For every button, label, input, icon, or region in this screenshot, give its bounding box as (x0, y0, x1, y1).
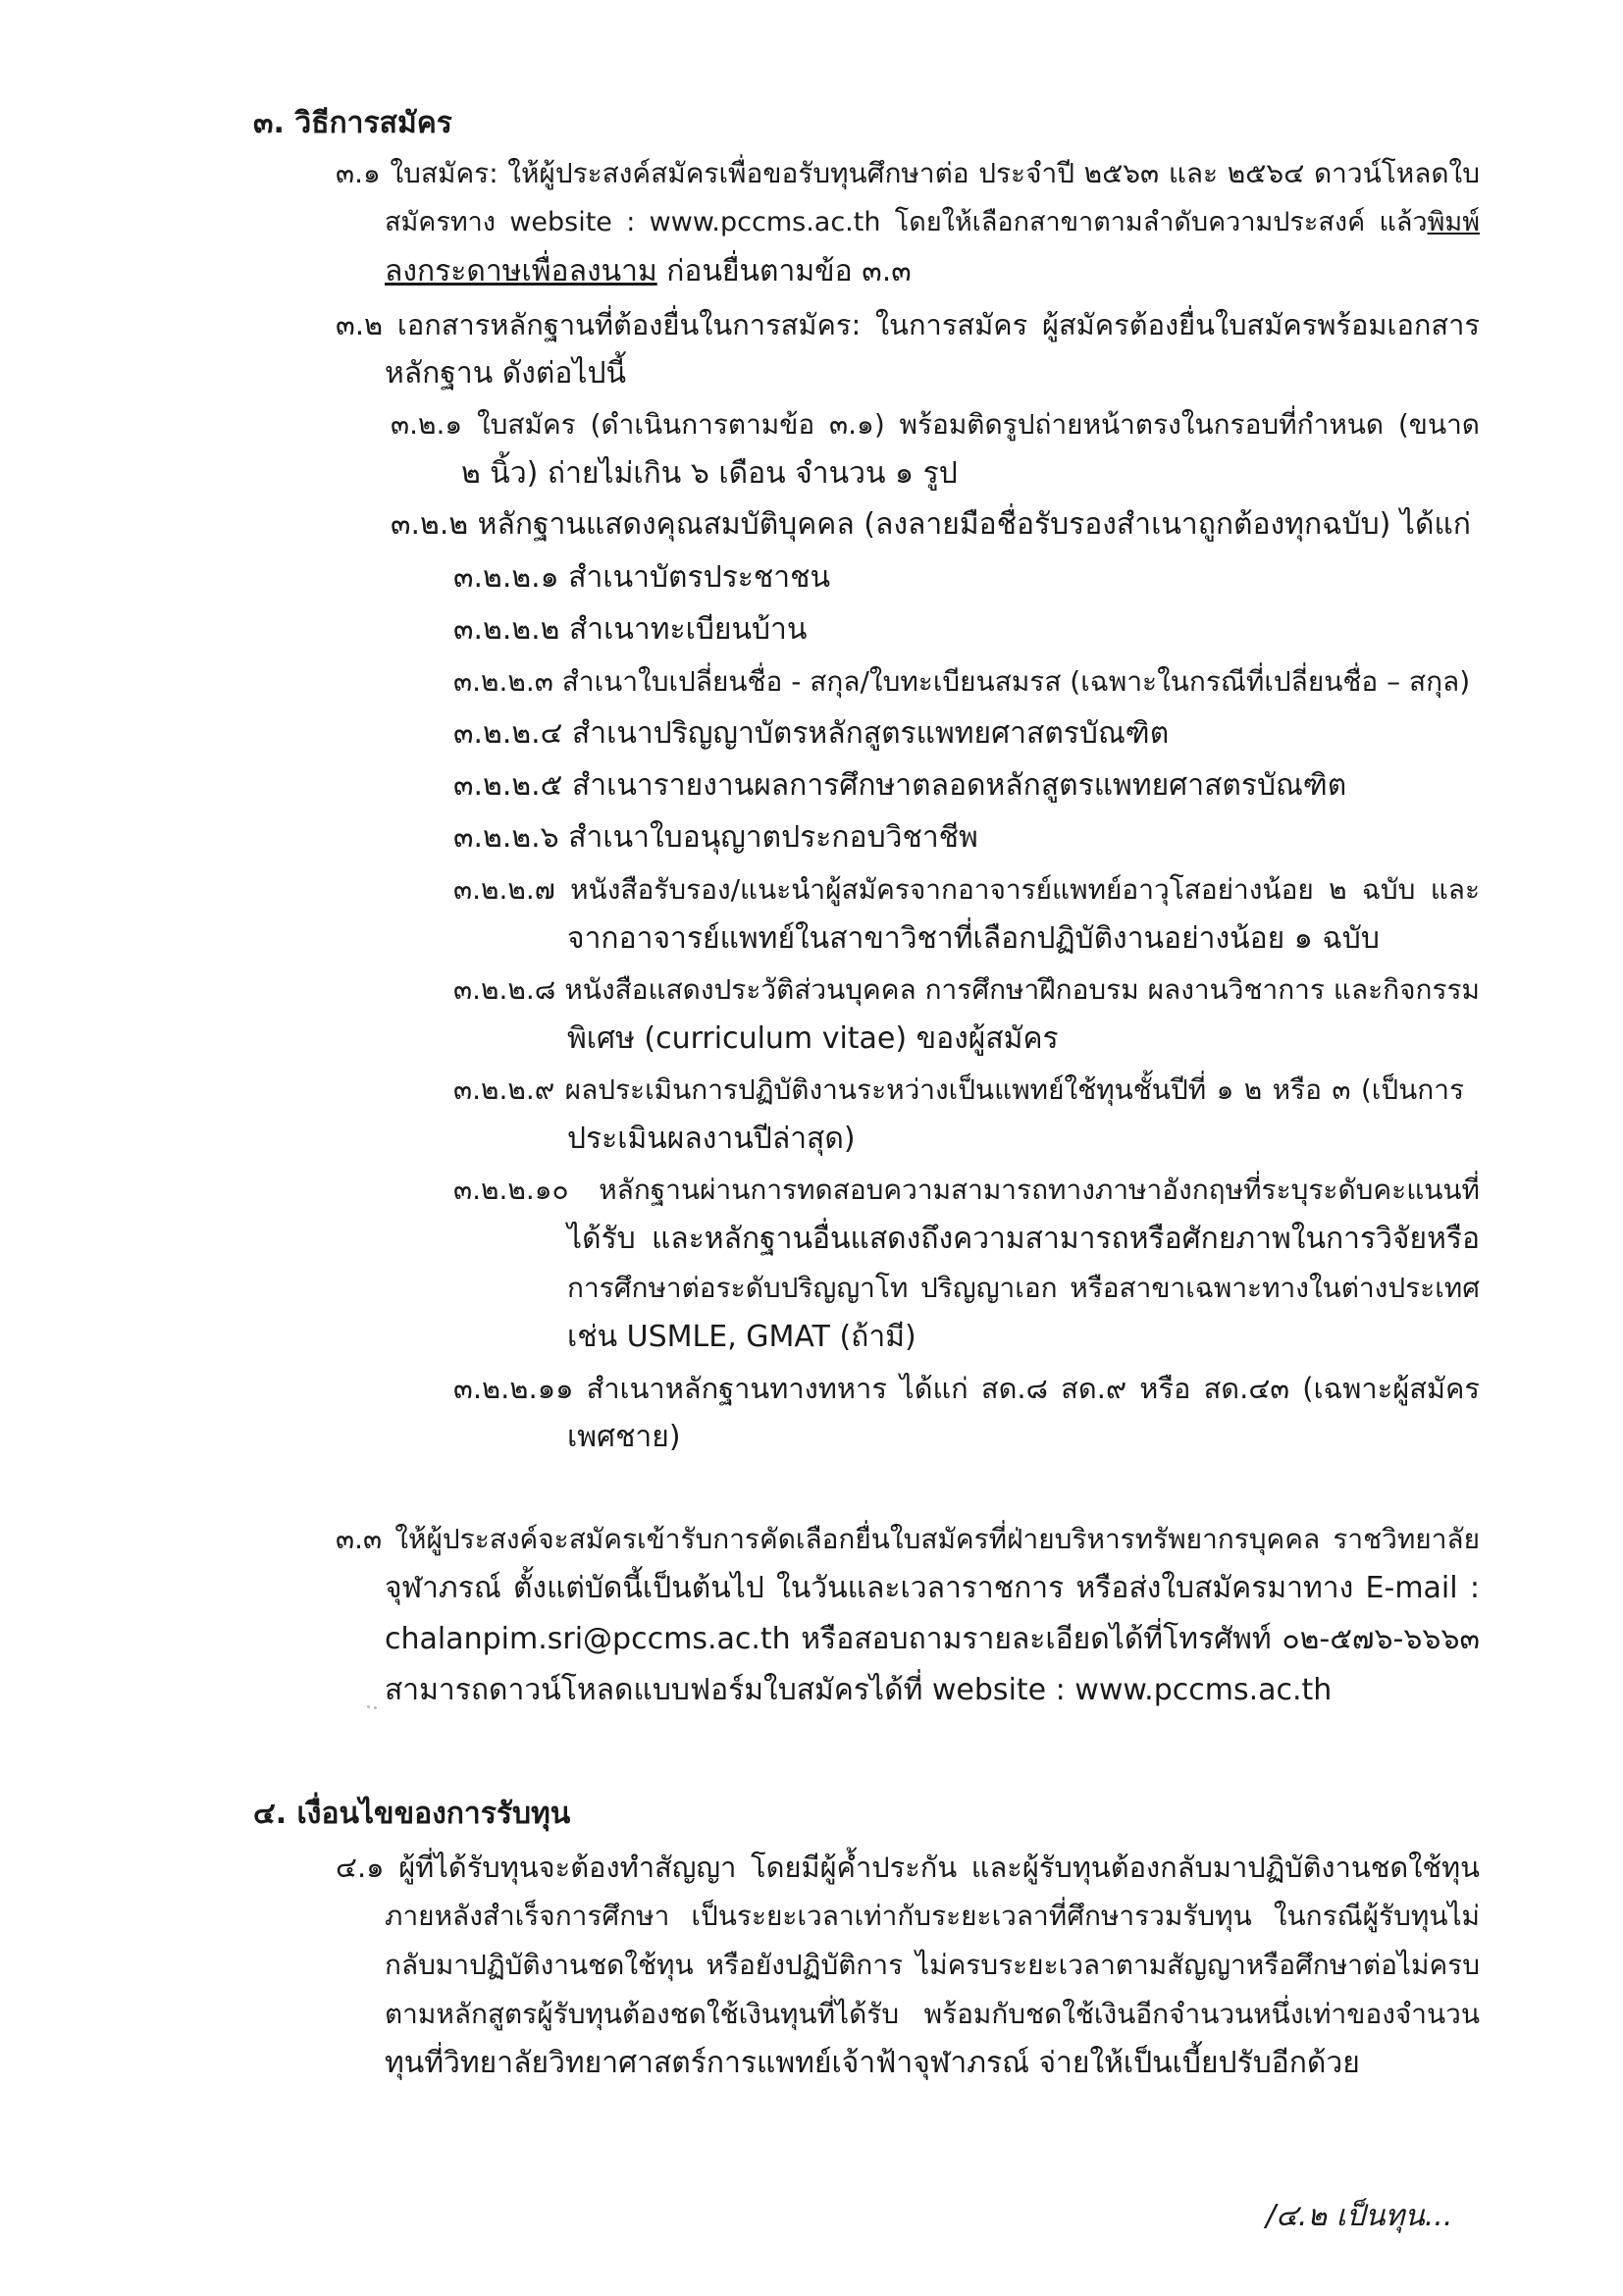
item-4-1-line-1: ๔.๑ ผู้ที่ได้รับทุนจะต้องทำสัญญา โดยมีผู้ค้ำประกัน และผู้รับทุนต้องกลับมาปฏิบัติงานชดใช้ทุน (336, 1851, 1480, 1884)
item-3-2-1-line-1: ๓.๒.๑ ใบสมัคร (ดำเนินการตามข้อ ๓.๑) พร้อมติดรูปถ่ายหน้าตรงในกรอบที่กำหนด (ขนาด (391, 408, 1480, 441)
item-3-3-line-1: ๓.๓ ให้ผู้ประสงค์จะสมัครเข้ารับการคัดเลือกยื่นใบสมัครที่ฝ่ายบริหารทรัพยากรบุคคล ราชวิทยาลัย (336, 1523, 1480, 1555)
item-3-2-2-2: ๓.๒.๒.๒ สำเนาทะเบียนบ้าน (453, 612, 808, 647)
item-3-2-2-6: ๓.๒.๒.๖ สำเนาใบอนุญาตประกอบวิชาชีพ (453, 820, 978, 855)
item-3-2-2-10-line-2: ได้รับ และหลักฐานอื่นแสดงถึงความสามารถหรือศักยภาพในการวิจัยหรือ (567, 1222, 1480, 1256)
item-4-1-line-5: ทุนที่วิทยาลัยวิทยาศาสตร์การแพทย์เจ้าฟ้าจุฬาภรณ์ จ่ายให้เป็นเบี้ยปรับอีกด้วย (385, 2046, 1360, 2080)
item-3-2-2-5: ๓.๒.๒.๕ สำเนารายงานผลการศึกษาตลอดหลักสูตรแพทยศาสตรบัณฑิต (453, 768, 1347, 803)
item-3-2-2-10-line-3: การศึกษาต่อระดับปริญญาโท ปริญญาเอก หรือสาขาเฉพาะทางในต่างประเทศ (567, 1272, 1480, 1304)
item-3-2-2-8-line-1: ๓.๒.๒.๘ หนังสือแสดงประวัติส่วนบุคคล การศึกษาฝึกอบรม ผลงานวิชาการ และกิจกรรม (453, 973, 1480, 1006)
item-3-2-2-7-line-2: จากอาจารย์แพทย์ในสาขาวิชาที่เลือกปฏิบัติงานอย่างน้อย ๑ ฉบับ (567, 921, 1380, 956)
item-3-2-line-2: หลักฐาน ดังต่อไปนี้ (385, 356, 627, 391)
item-3-3-line-4: สามารถดาวน์โหลดแบบฟอร์มใบสมัครได้ที่ website : www.pccms.ac.th (385, 1673, 1333, 1707)
section-4-heading: ๔. เงื่อนไขของการรับทุน (253, 1797, 571, 1831)
item-3-2-2-11-line-1: ๓.๒.๒.๑๑ สำเนาหลักฐานทางทหาร ได้แก่ สด.๘ สด.๙ หรือ สด.๔๓ (เฉพาะผู้สมัคร (453, 1372, 1480, 1405)
item-3-1-line-2-text: สมัครทาง website : www.pccms.ac.th โดยให้เลือกสาขาตามลำดับความประสงค์ แล้ว (385, 207, 1428, 237)
item-3-2-line-1: ๓.๒ เอกสารหลักฐานที่ต้องยื่นในการสมัคร: ในการสมัคร ผู้สมัครต้องยื่นใบสมัครพร้อมเอกสาร (336, 308, 1480, 341)
item-3-3-line-3: chalanpim.sri@pccms.ac.th หรือสอบถามรายละเอียดได้ที่โทรศัพท์ ๐๒-๕๗๖-๖๖๖๓ (385, 1622, 1480, 1656)
item-3-2-1-line-2: ๒ นิ้ว) ถ่ายไม่เกิน ๖ เดือน จำนวน ๑ รูป (461, 456, 958, 491)
item-3-1-line-1: ๓.๑ ใบสมัคร: ให้ผู้ประสงค์สมัครเพื่อขอรับทุนศึกษาต่อ ประจำปี ๒๕๖๓ และ ๒๕๖๔ ดาวน์โหลดใบ (336, 157, 1480, 189)
item-4-1-line-4: ตามหลักสูตรผู้รับทุนต้องชดใช้เงินทุนที่ได้รับ พร้อมกับชดใช้เงินอีกจำนวนหนึ่งเท่าของจำนวน (385, 1998, 1480, 2030)
section-3-heading: ๓. วิธีการสมัคร (253, 106, 452, 140)
item-3-1-line-3 (385, 249, 912, 294)
item-3-2-2-10-line-4: เช่น USMLE, GMAT (ถ้ามี) (567, 1320, 916, 1354)
item-4-1-line-2: ภายหลังสำเร็จการศึกษา เป็นระยะเวลาเท่ากับระยะเวลาที่ศึกษารวมรับทุน ในกรณีผู้รับทุนไม่ (385, 1900, 1480, 1932)
item-3-2-2-7-line-1: ๓.๒.๒.๗ หนังสือรับรอง/แนะนำผู้สมัครจากอาจารย์แพทย์อาวุโสอย่างน้อย ๒ ฉบับ และ (453, 873, 1480, 906)
item-3-2-2: ๓.๒.๒ หลักฐานแสดงคุณสมบัติบุคคล (ลงลายมือชื่อรับรองสำเนาถูกต้องทุกฉบับ) ได้แก่ (391, 507, 1471, 542)
item-3-2-2-9-line-1: ๓.๒.๒.๙ ผลประเมินการปฏิบัติงานระหว่างเป็นแพทย์ใช้ทุนชั้นปีที่ ๑ ๒ หรือ ๓ (เป็นการ (453, 1073, 1464, 1106)
item-3-1-line-2 (385, 200, 1480, 245)
print-underlined-text: พิมพ์ (1427, 207, 1480, 237)
item-3-2-2-1: ๓.๒.๒.๑ สำเนาบัตรประชาชน (453, 560, 830, 595)
item-3-2-2-11-line-2: เพศชาย) (567, 1420, 681, 1454)
item-3-1-line-3-text: ก่อนยื่นตามข้อ ๓.๓ (656, 254, 912, 288)
item-3-2-2-4: ๓.๒.๒.๔ สำเนาปริญญาบัตรหลักสูตรแพทยศาสตรบัณฑิต (453, 716, 1170, 751)
item-3-2-2-3: ๓.๒.๒.๓ สำเนาใบเปลี่ยนชื่อ - สกุล/ใบทะเบียนสมรส (เฉพาะในกรณีที่เปลี่ยนชื่อ – สกุล) (453, 665, 1471, 698)
page-continuation-note: /๔.๒ เป็นทุน... (1266, 2199, 1453, 2233)
sign-paper-underlined-text: ลงกระดาษเพื่อลงนาม (385, 254, 657, 288)
scan-speck-mark (367, 1705, 377, 1709)
item-4-1-line-3: กลับมาปฏิบัติงานชดใช้ทุน หรือยังปฏิบัติการ ไม่ครบระยะเวลาตามสัญญาหรือศึกษาต่อไม่ครบ (385, 1949, 1480, 1981)
item-3-2-2-8-line-2: พิเศษ (curriculum vitae) ของผู้สมัคร (567, 1021, 1059, 1056)
item-3-2-2-9-line-2: ประเมินผลงานปีล่าสุด) (567, 1122, 856, 1156)
item-3-2-2-10-line-1: ๓.๒.๒.๑๐ หลักฐานผ่านการทดสอบความสามารถทางภาษาอังกฤษที่ระบุระดับคะแนนที่ (453, 1174, 1480, 1206)
item-3-3-line-2: จุฬาภรณ์ ตั้งแต่บัดนี้เป็นต้นไป ในวันและเวลาราชการ หรือส่งใบสมัครมาทาง E-mail : (385, 1571, 1480, 1605)
